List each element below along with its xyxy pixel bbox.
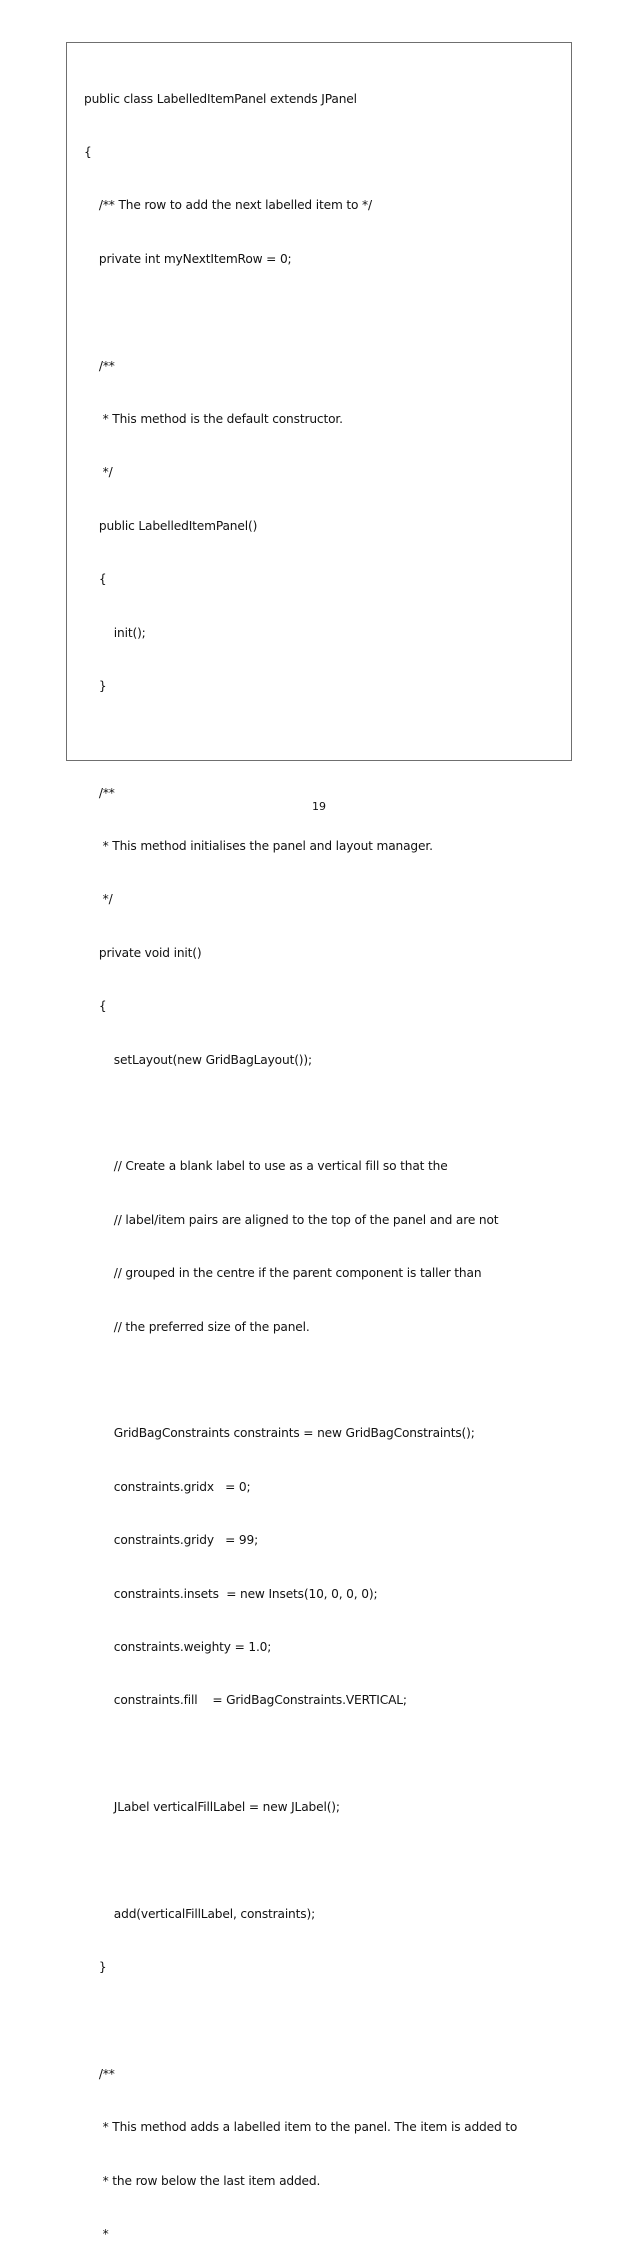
code-line: // the preferred size of the panel. (84, 1319, 310, 1334)
code-line: // grouped in the centre if the parent component is taller than (84, 1266, 482, 1281)
code-line: { (84, 144, 92, 159)
code-line: /** (84, 358, 115, 373)
code-line: { (84, 999, 107, 1014)
code-line: add(verticalFillLabel, constraints); (84, 1906, 316, 1921)
code-line (84, 1105, 517, 1123)
code-line: setLayout(new GridBagLayout()); (84, 1052, 312, 1067)
code-line (84, 1746, 517, 1764)
code-line: * This method is the default constructor. (84, 411, 343, 426)
code-line: } (84, 678, 107, 693)
code-line: * the row below the last item added. (84, 2173, 321, 2188)
code-line: * This method initialises the panel and layout manager. (84, 839, 433, 854)
code-line: init(); (84, 625, 146, 640)
code-line: public LabelledItemPanel() (84, 518, 258, 533)
page-number: 19 (312, 800, 326, 813)
code-line (84, 1852, 517, 1870)
code-line: // label/item pairs are aligned to the top of the panel and are not (84, 1212, 499, 1227)
code-line: public class LabelledItemPanel extends JPanel (84, 91, 357, 106)
code-line: GridBagConstraints constraints = new GridBagConstraints(); (84, 1426, 475, 1441)
code-line: constraints.weighty = 1.0; (84, 1639, 272, 1654)
code-line: */ (84, 465, 113, 480)
code-line: private int myNextItemRow = 0; (84, 251, 292, 266)
code-line: { (84, 572, 107, 587)
code-line: * This method adds a labelled item to the panel. The item is added to (84, 2120, 518, 2135)
code-listing (84, 55, 517, 2262)
code-line: constraints.fill = GridBagConstraints.VERTICAL; (84, 1693, 407, 1708)
code-line (84, 304, 517, 322)
code-line: // Create a blank label to use as a vertical fill so that the (84, 1159, 448, 1174)
code-line: /** The row to add the next labelled item to */ (84, 198, 372, 213)
code-line: constraints.insets = new Insets(10, 0, 0, 0); (84, 1586, 378, 1601)
code-line: * (84, 2227, 109, 2242)
code-line (84, 1372, 517, 1390)
code-line: constraints.gridx = 0; (84, 1479, 251, 1494)
code-line: */ (84, 892, 113, 907)
code-line: constraints.gridy = 99; (84, 1533, 259, 1548)
code-line: } (84, 1960, 107, 1975)
code-line: /** (84, 2067, 115, 2082)
code-line (84, 731, 517, 749)
code-line (84, 2013, 517, 2031)
code-line: private void init() (84, 945, 202, 960)
code-line: /** (84, 785, 115, 800)
code-line: JLabel verticalFillLabel = new JLabel(); (84, 1800, 340, 1815)
